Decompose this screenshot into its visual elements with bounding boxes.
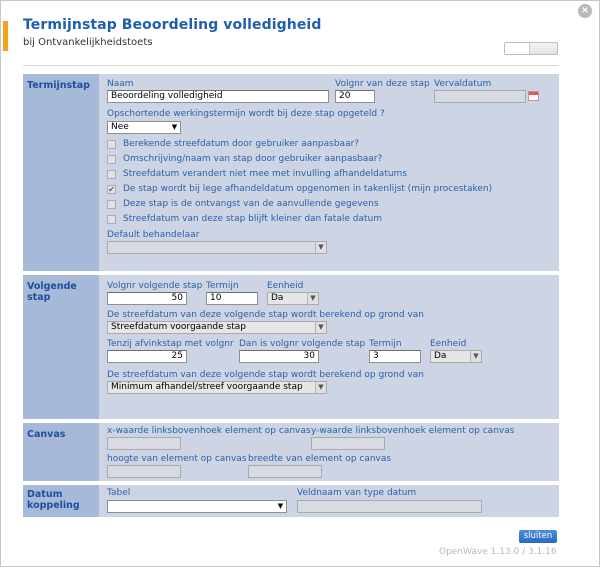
chevron-down-icon: ▼ bbox=[277, 502, 284, 510]
volgnr-label: Volgnr van deze stap bbox=[335, 79, 430, 89]
tenzij-input[interactable]: 25 bbox=[107, 350, 187, 363]
termijn2-input[interactable]: 3 bbox=[369, 350, 421, 363]
checkbox-streefdatum-vast[interactable] bbox=[107, 170, 116, 179]
y-label: y-waarde linksbovenhoek element op canvas bbox=[311, 426, 515, 436]
version-text: OpenWave 1.13.0 / 3.1.16 bbox=[439, 547, 557, 557]
vervaldatum-label: Vervaldatum bbox=[434, 79, 492, 89]
checkbox-naam-aanpasbaar[interactable] bbox=[107, 155, 116, 164]
checkbox-label: Streefdatum verandert niet mee met invulling afhandeldatums bbox=[123, 169, 408, 179]
veldnaam-input[interactable] bbox=[297, 500, 482, 513]
calendar-icon[interactable] bbox=[528, 91, 539, 101]
termijn-input[interactable]: 10 bbox=[206, 292, 258, 305]
view-toggle[interactable] bbox=[504, 42, 558, 55]
checkbox-streefdatum-aanpasbaar[interactable] bbox=[107, 140, 116, 149]
eenheid-select[interactable] bbox=[267, 292, 319, 305]
danis-input[interactable]: 30 bbox=[239, 350, 319, 363]
checkbox-takenlijst[interactable]: ✔ bbox=[108, 185, 115, 194]
streef2-select[interactable] bbox=[107, 381, 327, 394]
naam-label: Naam bbox=[107, 79, 134, 89]
streef2-label: De streefdatum van deze volgende stap wordt berekend op grond van bbox=[107, 370, 424, 380]
section-volgende-stap bbox=[23, 275, 559, 419]
checkbox-fatale-datum[interactable] bbox=[107, 215, 116, 224]
section-label-canvas: Canvas bbox=[23, 423, 99, 481]
breedte-label: breedte van element op canvas bbox=[248, 454, 392, 464]
toggle-knob bbox=[505, 43, 530, 54]
opschortend-label: Opschortende werkingstermijn wordt bij deze stap opgeteld ? bbox=[107, 109, 385, 119]
section-canvas bbox=[23, 423, 559, 481]
checkbox-ontvangst[interactable] bbox=[107, 200, 116, 209]
volgnr-volgende-label: Volgnr volgende stap bbox=[107, 281, 203, 291]
tabel-label: Tabel bbox=[107, 488, 131, 498]
x-input[interactable] bbox=[107, 437, 181, 450]
tenzij-label: Tenzij afvinkstap met volgnr bbox=[107, 339, 234, 349]
section-body-datum bbox=[99, 485, 559, 517]
section-body-termijnstap bbox=[99, 74, 559, 271]
behandelaar-label: Default behandelaar bbox=[107, 230, 200, 240]
chevron-down-icon: ▼ bbox=[315, 322, 326, 333]
dialog-title: Termijnstap Beoordeling volledigheid bbox=[23, 17, 322, 33]
termijn2-label: Termijn bbox=[369, 339, 402, 349]
section-datum-koppeling bbox=[23, 485, 559, 517]
eenheid-label: Eenheid bbox=[267, 281, 304, 291]
y-input[interactable] bbox=[311, 437, 385, 450]
chevron-down-icon: ▼ bbox=[315, 382, 326, 393]
dialog-subtitle: bij Ontvankelijkheidstoets bbox=[23, 37, 153, 48]
breedte-input[interactable] bbox=[248, 465, 322, 478]
volgnr-input[interactable]: 20 bbox=[335, 90, 375, 103]
checkbox-label: De stap wordt bij lege afhandeldatum opgenomen in takenlijst (mijn procestaken) bbox=[123, 184, 493, 194]
eenheid2-select[interactable] bbox=[430, 350, 482, 363]
section-termijnstap bbox=[23, 74, 559, 271]
chevron-down-icon: ▼ bbox=[171, 123, 178, 131]
accent-bar bbox=[3, 21, 8, 51]
tabel-select[interactable] bbox=[107, 500, 287, 513]
volgnr-volgende-input[interactable]: 50 bbox=[107, 292, 187, 305]
checkbox-label: Streefdatum van deze stap blijft kleiner dan fatale datum bbox=[123, 214, 382, 224]
sluiten-button[interactable]: sluiten bbox=[519, 530, 557, 543]
section-body-volgende bbox=[99, 275, 559, 419]
section-label-termijnstap: Termijnstap bbox=[23, 74, 99, 271]
streef2-value: Minimum afhandel/streef voorgaande stap bbox=[111, 382, 303, 392]
divider bbox=[23, 65, 559, 66]
hoogte-input[interactable] bbox=[107, 465, 181, 478]
section-label-volgende: Volgende stap bbox=[23, 275, 99, 419]
x-label: x-waarde linksbovenhoek element op canvas bbox=[107, 426, 311, 436]
checkbox-label: Deze stap is de ontvangst van de aanvullende gegevens bbox=[123, 199, 379, 209]
close-icon[interactable]: × bbox=[578, 4, 592, 18]
opschortend-select[interactable] bbox=[107, 121, 181, 134]
termijn-label: Termijn bbox=[206, 281, 239, 291]
behandelaar-select[interactable] bbox=[107, 241, 327, 254]
streef-value: Streefdatum voorgaande stap bbox=[111, 322, 246, 332]
chevron-down-icon: ▼ bbox=[315, 242, 326, 253]
checkbox-label: Berekende streefdatum door gebruiker aanpasbaar? bbox=[123, 139, 360, 149]
streef-label: De streefdatum van deze volgende stap wordt berekend op grond van bbox=[107, 310, 424, 320]
opschortend-value: Nee bbox=[111, 122, 129, 132]
eenheid2-label: Eenheid bbox=[430, 339, 467, 349]
hoogte-label: hoogte van element op canvas bbox=[107, 454, 247, 464]
vervaldatum-input[interactable] bbox=[434, 90, 526, 103]
danis-label: Dan is volgnr volgende stap bbox=[239, 339, 366, 349]
eenheid-value: Da bbox=[271, 293, 284, 303]
veldnaam-label: Veldnaam van type datum bbox=[297, 488, 417, 498]
section-body-canvas bbox=[99, 423, 559, 481]
chevron-down-icon: ▼ bbox=[470, 351, 481, 362]
section-label-datum: Datum koppeling bbox=[23, 485, 99, 517]
chevron-down-icon: ▼ bbox=[307, 293, 318, 304]
checkbox-label: Omschrijving/naam van stap door gebruiker aanpasbaar? bbox=[123, 154, 383, 164]
naam-input[interactable]: Beoordeling volledigheid bbox=[107, 90, 329, 103]
eenheid2-value: Da bbox=[434, 351, 447, 361]
streef-select[interactable] bbox=[107, 321, 327, 334]
